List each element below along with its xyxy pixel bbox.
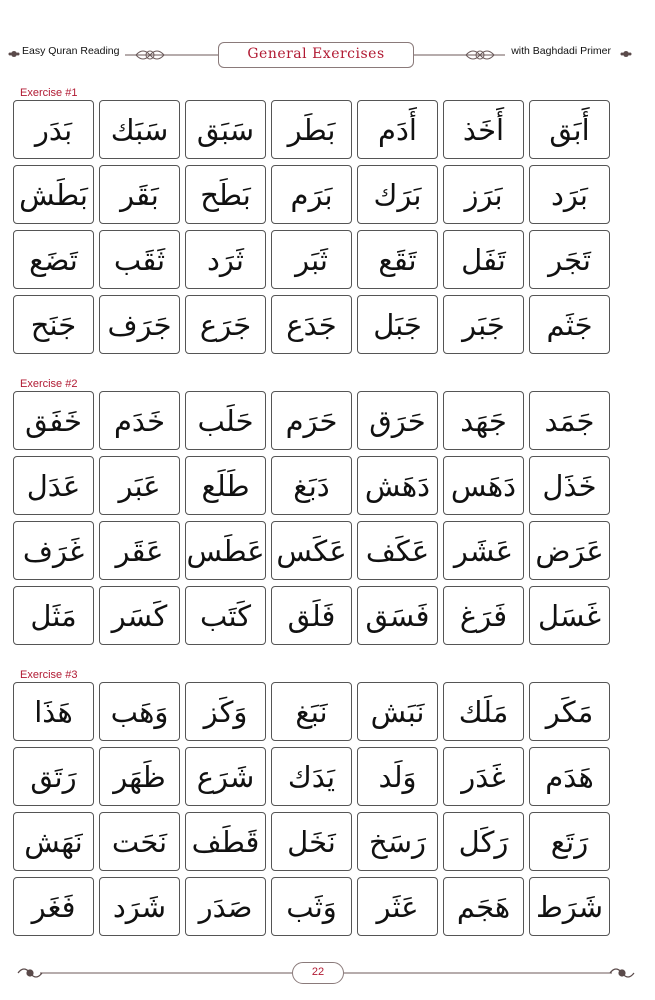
page-title: General Exercises [218, 42, 414, 68]
word-card: عَقَر [99, 521, 180, 580]
word-card: وَثَب [271, 877, 352, 936]
word-card: بَطَر [271, 100, 352, 159]
word-card: ثَرَد [185, 230, 266, 289]
word-card: عَكَف [357, 521, 438, 580]
word-card: نَحَت [99, 812, 180, 871]
exercise-2-grid [13, 391, 610, 645]
word-card: جَمَد [529, 391, 610, 450]
word-card: دَبَغ [271, 456, 352, 515]
word-card: عَشَر [443, 521, 524, 580]
word-card: نَبَغ [271, 682, 352, 741]
word-card: تَقَع [357, 230, 438, 289]
exercise-3-grid [13, 682, 610, 936]
word-card: هَدَم [529, 747, 610, 806]
word-card: خَفَق [13, 391, 94, 450]
word-card: بَقَر [99, 165, 180, 224]
word-card: تَجَر [529, 230, 610, 289]
word-card: سَبَك [99, 100, 180, 159]
word-card: بَرَد [529, 165, 610, 224]
word-card: جَنَح [13, 295, 94, 354]
word-card: شَرَد [99, 877, 180, 936]
word-card: بَرَم [271, 165, 352, 224]
word-card: عَثَر [357, 877, 438, 936]
word-card: عَطَس [185, 521, 266, 580]
exercise-1-grid [13, 100, 610, 354]
word-card: حَلَب [185, 391, 266, 450]
exercise-2-label: Exercise #2 [20, 378, 78, 390]
word-card: رَكَل [443, 812, 524, 871]
word-card: أَخَذ [443, 100, 524, 159]
word-card: فَلَق [271, 586, 352, 645]
word-card: مَلَك [443, 682, 524, 741]
word-card: ثَقَب [99, 230, 180, 289]
word-card: عَدَل [13, 456, 94, 515]
word-card: جَهَد [443, 391, 524, 450]
word-card: شَرَط [529, 877, 610, 936]
word-card: جَثَم [529, 295, 610, 354]
word-card: تَضَع [13, 230, 94, 289]
word-card: جَرَع [185, 295, 266, 354]
word-card: عَكَس [271, 521, 352, 580]
word-card: وَلَد [357, 747, 438, 806]
word-card: كَتَب [185, 586, 266, 645]
word-card: جَرَف [99, 295, 180, 354]
page-footer [0, 948, 655, 1000]
word-card: يَدَك [271, 747, 352, 806]
word-card: نَهَش [13, 812, 94, 871]
word-card: غَسَل [529, 586, 610, 645]
word-card: فَسَق [357, 586, 438, 645]
word-card: بَرَز [443, 165, 524, 224]
word-card: حَرَم [271, 391, 352, 450]
page-number: 22 [292, 962, 344, 984]
word-card: هَجَم [443, 877, 524, 936]
word-card: بَطَح [185, 165, 266, 224]
word-card: أَدَم [357, 100, 438, 159]
word-card: خَدَم [99, 391, 180, 450]
word-card: وَهَب [99, 682, 180, 741]
word-card: دَهَش [357, 456, 438, 515]
word-card: غَرَف [13, 521, 94, 580]
word-card: عَبَر [99, 456, 180, 515]
word-card: بَطَش [13, 165, 94, 224]
word-card: نَبَش [357, 682, 438, 741]
word-card: ظَهَر [99, 747, 180, 806]
word-card: شَرَع [185, 747, 266, 806]
word-card: سَبَق [185, 100, 266, 159]
exercise-1-label: Exercise #1 [20, 87, 78, 99]
word-card: رَتَع [529, 812, 610, 871]
word-card: فَرَغ [443, 586, 524, 645]
word-card: خَذَل [529, 456, 610, 515]
header-ornament-line [0, 0, 655, 80]
header-book-title: Easy Quran Reading [22, 45, 120, 57]
word-card: هَذَا [13, 682, 94, 741]
word-card: غَدَر [443, 747, 524, 806]
word-card: نَخَل [271, 812, 352, 871]
word-card: عَرَض [529, 521, 610, 580]
word-card: طَلَع [185, 456, 266, 515]
word-card: دَهَس [443, 456, 524, 515]
word-card: حَرَق [357, 391, 438, 450]
word-card: فَغَر [13, 877, 94, 936]
word-card: كَسَر [99, 586, 180, 645]
word-card: تَفَل [443, 230, 524, 289]
word-card: مَثَل [13, 586, 94, 645]
word-card: جَبَل [357, 295, 438, 354]
word-card: صَدَر [185, 877, 266, 936]
word-card: رَسَخ [357, 812, 438, 871]
word-card: رَتَق [13, 747, 94, 806]
word-card: قَطَف [185, 812, 266, 871]
word-card: وَكَز [185, 682, 266, 741]
word-card: جَبَر [443, 295, 524, 354]
word-card: مَكَر [529, 682, 610, 741]
word-card: أَبَق [529, 100, 610, 159]
exercise-3-label: Exercise #3 [20, 669, 78, 681]
word-card: ثَبَر [271, 230, 352, 289]
word-card: جَدَع [271, 295, 352, 354]
word-card: بَدَر [13, 100, 94, 159]
page-header [0, 0, 655, 80]
word-card: بَرَك [357, 165, 438, 224]
header-subtitle: with Baghdadi Primer [511, 45, 611, 57]
